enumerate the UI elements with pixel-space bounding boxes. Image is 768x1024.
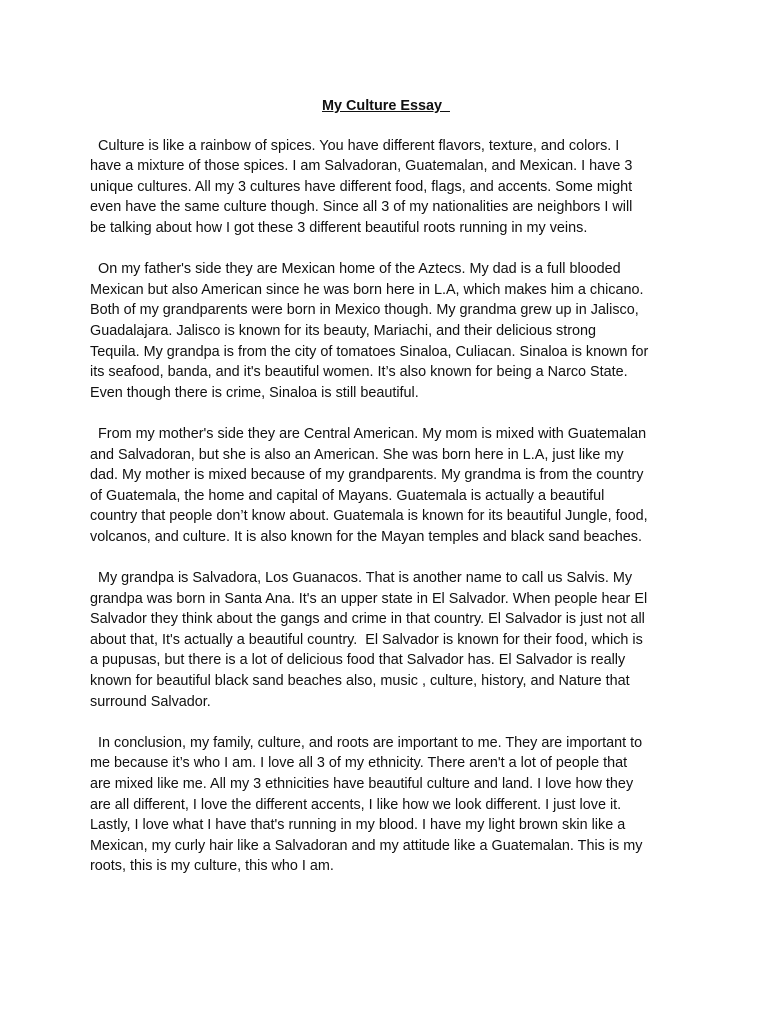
text-line: known for beautiful black sand beaches also, music , culture, history, and Nature that	[90, 673, 630, 690]
text-line: and Salvadoran, but she is also an American. She was born here in L.A, just like my	[90, 446, 624, 463]
text-line: My grandpa is Salvadora, Los Guanacos. That is another name to call us Salvis. My	[90, 570, 633, 587]
text-line: On my father's side they are Mexican home of the Aztecs. My dad is a full blooded	[90, 261, 621, 278]
text-line: Mexican, my curly hair like a Salvadoran and my attitude like a Guatemalan. This is my	[90, 837, 643, 854]
text-line: unique cultures. All my 3 cultures have different food, flags, and accents. Some might	[90, 178, 633, 195]
essay-paragraph-3	[90, 424, 682, 548]
text-line: surround Salvador.	[90, 693, 211, 710]
text-line: have a mixture of those spices. I am Salvadoran, Guatemalan, and Mexican. I have 3	[90, 158, 633, 175]
text-line: about that, It's actually a beautiful country. El Salvador is known for their food, which is	[90, 631, 643, 648]
text-line: of Guatemala, the home and capital of Mayans. Guatemala is actually a beautiful	[90, 487, 605, 504]
text-line: Tequila. My grandpa is from the city of tomatoes Sinaloa, Culiacan. Sinaloa is known for	[90, 343, 649, 360]
essay-title: My Culture Essay	[322, 98, 450, 114]
text-line: From my mother's side they are Central American. My mom is mixed with Guatemalan	[90, 425, 647, 442]
essay-paragraph-4	[90, 568, 682, 712]
text-line: In conclusion, my family, culture, and roots are important to me. They are important to	[90, 734, 643, 751]
text-line: its seafood, banda, and it's beautiful women. It’s also known for being a Narco State.	[90, 364, 628, 381]
text-line: Guadalajara. Jalisco is known for its beauty, Mariachi, and their delicious strong	[90, 322, 597, 339]
text-line: are mixed like me. All my 3 ethnicities have beautiful culture and land. I love how they	[90, 776, 634, 792]
text-line: Culture is like a rainbow of spices. You have different flavors, texture, and colors. I	[90, 137, 620, 154]
essay-body	[90, 96, 682, 898]
text-line: Lastly, I love what I have that's running in my blood. I have my light brown skin like a	[90, 817, 626, 834]
essay-paragraph-1	[90, 136, 682, 239]
text-line: Mexican but also American since he was born here in L.A, which makes him a chicano.	[90, 281, 644, 298]
essay-paragraph-5	[90, 733, 682, 877]
text-line: a pupusas, but there is a lot of delicious food that Salvador has. El Salvador is really	[90, 652, 626, 669]
text-line: even have the same culture though. Since all 3 of my nationalities are neighbors I will	[90, 199, 633, 216]
text-line: Both of my grandparents were born in Mexico though. My grandma grew up in Jalisco,	[90, 302, 639, 319]
text-line: Salvador they think about the gangs and crime in that country. El Salvador is just not all	[90, 611, 645, 628]
text-line: grandpa was born in Santa Ana. It's an upper state in El Salvador. When people hear El	[90, 590, 648, 607]
text-line: dad. My mother is mixed because of my grandparents. My grandma is from the country	[90, 467, 644, 484]
text-line: Even though there is crime, Sinaloa is still beautiful.	[90, 384, 419, 401]
text-line: country that people don’t know about. Guatemala is known for its beautiful Jungle, food,	[90, 508, 648, 525]
text-line: volcanos, and culture. It is also known for the Mayan temples and black sand beaches.	[90, 528, 642, 545]
text-line: be talking about how I got these 3 different beautiful roots running in my veins.	[90, 219, 588, 236]
text-line: me because it’s who I am. I love all 3 of my ethnicity. There aren't a lot of people that	[90, 755, 628, 772]
essay-paragraph-2	[90, 259, 682, 403]
text-line: are all different, I love the different accents, I like how we look different. I just love it.	[90, 796, 622, 813]
text-line: roots, this is my culture, this who I am.	[90, 858, 334, 875]
